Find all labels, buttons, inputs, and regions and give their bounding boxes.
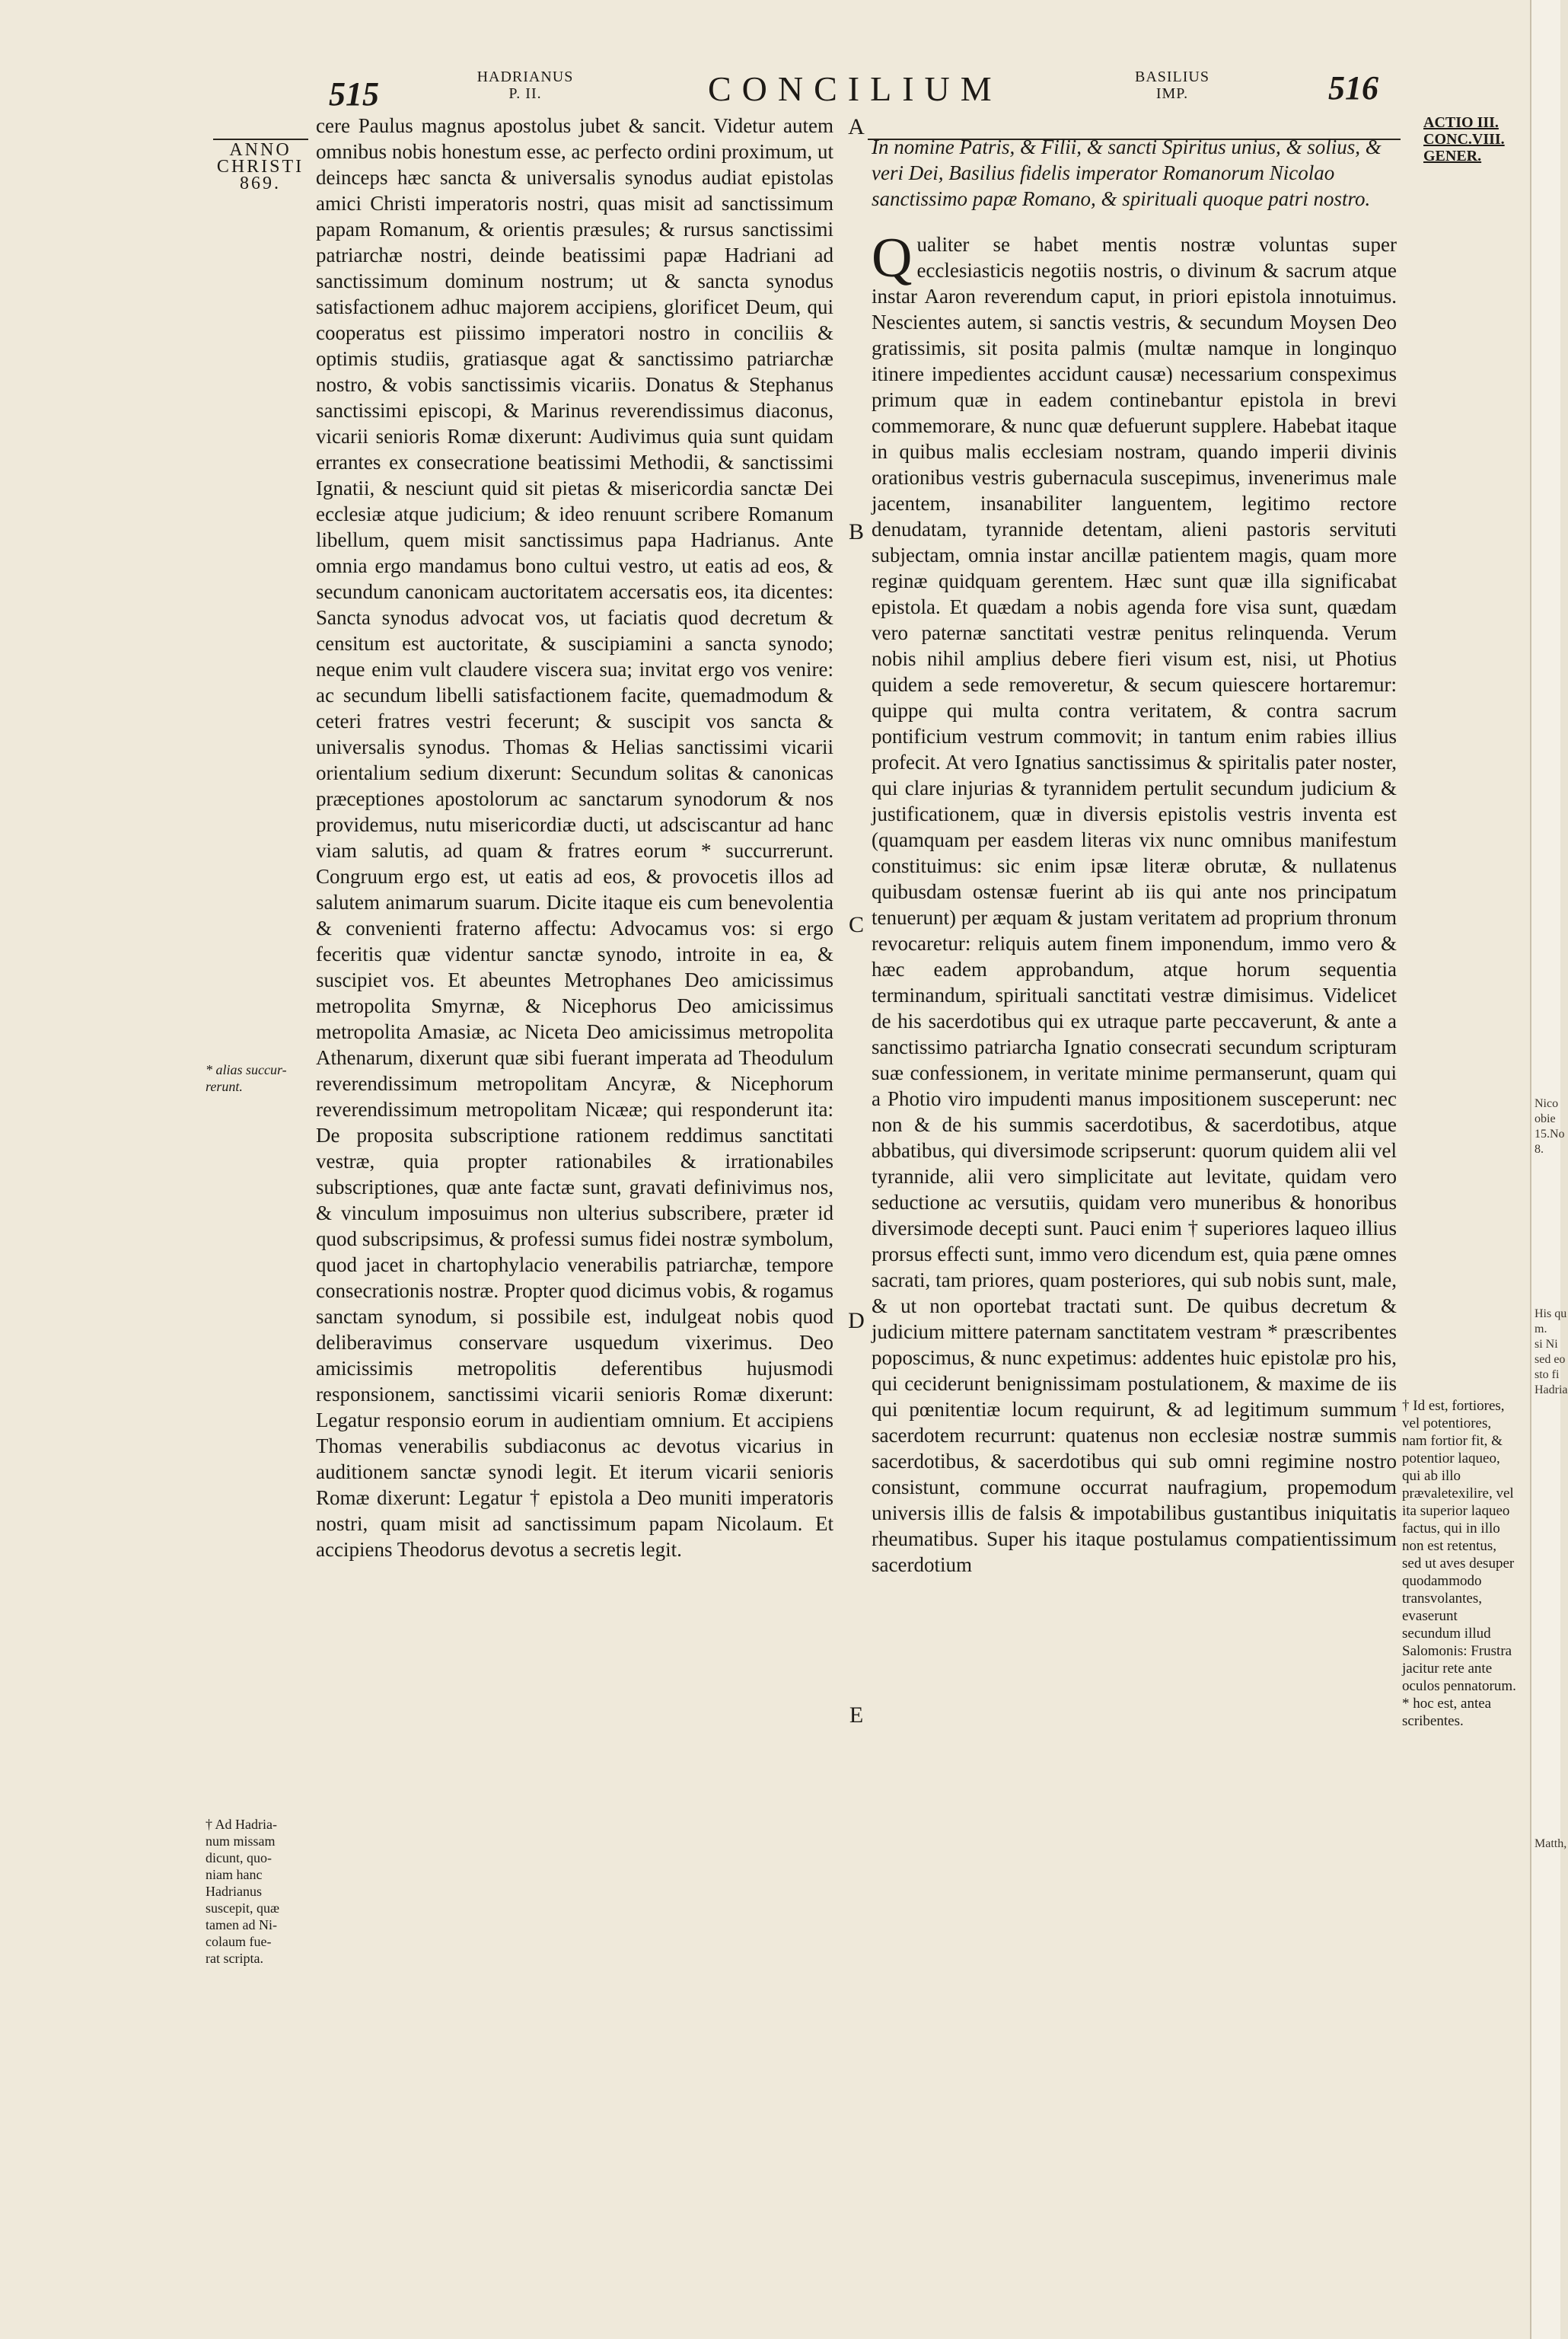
- section-letter-c: C: [848, 912, 864, 937]
- running-head-title: CONCILIUM: [708, 69, 1002, 108]
- drop-cap: Q: [872, 227, 913, 289]
- year-label: ANNO CHRISTI 869.: [216, 140, 304, 193]
- section-letter-e: E: [849, 1702, 864, 1728]
- actio-label: ACTIO III. CONC.VIII. GENER.: [1423, 114, 1505, 164]
- next-page-edge: [1530, 0, 1568, 2339]
- running-head-pope: HADRIANUS P. II.: [476, 69, 574, 102]
- page-number-right: 516: [1328, 69, 1378, 107]
- section-letter-b: B: [848, 519, 864, 544]
- edge-fragment-1: Nico obie 15.No 8.: [1535, 1097, 1565, 1156]
- left-margin: [207, 142, 314, 192]
- margin-note-fortiores: † Id est, fortiores, vel potentiores, nam fortior fit, & potentior laqueo, qui ab illo prævaletexilire, vel ita superior laqueo factus, qui in illo non est retentus, sed ut aves desuper quodammodo transvolantes, evaserunt secundum illud Salomonis: Frustra jacitur rete ante oculos pennatorum. * hoc est, antea scribentes.: [1402, 1398, 1516, 1729]
- edge-fragment-3: Matth,: [1535, 1837, 1567, 1850]
- running-head-emperor: BASILIUS IMP.: [1134, 69, 1209, 102]
- left-column-text: cere Paulus magnus apostolus jubet & sancit. Videtur autem omnibus nobis honestum esse, ac perfecto ordini proximum, ut deinceps hæc sancta & universalis synodus audiat epistolas amici Christi imperatoris nostri, quas misit ad sanctissimum papam Romanum, & orientis præsules; & rursus sanctissimi patriarchæ nostri, deinde beatissimi papæ Hadriani ad sanctissimum dominum nostrum; ut & sancta synodus satisfactionem adhuc majorem accipiens, glorificet Deum, qui cooperatus est piissimo imperatori nostro in conciliis & optimis studiis, gratiasque agat & sanctissimo patriarchæ nostro, & vobis sanctissimis vicariis. Donatus & Stephanus sanctissimi episcopi, & Marinus reverendissimus diaconus, vicarii senioris Romæ dixerunt: Audivimus quia sunt quidam errantes ex consecratione beatissimi Methodii, & sanctissimi Ignatii, & nesciunt quid sit pietas & misericordia sanctæ Dei ecclesiæ atque judicium; & ideo renuunt scribere Romanum libellum, quem misit sanctissimus papa Hadrianus. Ante omnia ergo mandamus bono cultui vestro, ut eatis ad eos, & secundum canonicam auctoritatem accersatis eos, ita dicentes: Sancta synodus advocat vos, ut faciatis quod decretum & censitum est auctoritate, & suscipiamini a sancta synodo; neque enim vult claudere viscera sua; invitat ergo vos venire: ac secundum libelli satisfactionem facite, quemadmodum & ceteri fratres vestri fecerunt; & suscipit vos sancta & universalis synodus. Thomas & Helias sanctissimi vicarii orientalium sedium dixerunt: Secundum solitas & canonicas præceptiones apostolorum ac sanctarum synodorum & nos providemus, nutu misericordiæ ducti, ut adsciscantur ad hanc viam salutis, ad quam & fratres eorum * succurrerunt. Congruum ergo est, ut eatis ad eos, & provocetis illos ad salutem animarum suarum. Dicite itaque eis cum benevolentia & convenienti fraterno affectu: Advocamus vos: si ergo feceritis quæ videntur sanctæ synodo, introite in ea, & suscipiet vos. Et abeuntes Metrophanes Deo amicissimus metropolita Smyrnæ, & Nicephorus Deo amicissimus metropolita Amasiæ, ac Niceta Deo amicissimus metropolita Athenarum, dixerunt quæ sibi fuerant imperata ad Theodulum reverendissimum metropolitam Ancyræ, & Nicephorum reverendissimum metropolitam Nicææ; qui responderunt ita: De proposita subscriptione rationem reddimus sanctitati vestræ, quia propter rationabiles & irrationabiles subscriptiones, quæ ante factæ sunt, gravati definivimus nos, & vinculum imposuimus non ulterius subscribere, præter id quod subscripsimus, & professi sumus fidei nostræ symbolum, quod jacet in chartophylacio venerabilis patriarchæ, tempore consecrationis nostræ. Propter quod dicimus vobis, & rogamus sanctam synodum, si possibile est, indulgeat nobis quod deliberavimus conservare usquedum vixerimus. Deo amicissimis metropolitis deferentibus hujusmodi responsionem, sanctissimi vicarii senioris Romæ dixerunt: Legatur responsio eorum in audientiam omnium. Et accipiens Thomas venerabilis subdiaconus ac devotus vicarius in auditionem sanctæ synodi legit. Et iterum vicarii senioris Romæ dixerunt: Legatur † epistola a Deo muniti imperatoris nostri, quam misit ad sanctissimum papam Nicolaum. Et accipiens Theodorus devotus a secretis legit.: [316, 114, 833, 1561]
- section-letter-a: A: [848, 114, 865, 139]
- edge-fragment-2: His qu m. si Ni sed eo sto fi Hadria: [1535, 1307, 1568, 1396]
- left-text-column: [316, 113, 833, 1562]
- margin-note-succurrerunt: * alias succur- rerunt.: [206, 1062, 287, 1094]
- letter-body: [872, 227, 1397, 1578]
- section-letter-d: D: [848, 1308, 865, 1333]
- right-text-column: [872, 134, 1397, 1578]
- margin-note-hadrian: † Ad Hadria- num missam dicunt, quo- niam hanc Hadrianus suscepit, quæ tamen ad Ni- colaum fue- rat scripta.: [206, 1817, 279, 1966]
- page-number-left: 515: [329, 75, 379, 113]
- letter-salutation: In nomine Patris, & Filii, & sancti Spiritus unius, & solius, & veri Dei, Basilius fidelis imperator Romanorum Nicolao sanctissimo papæ Romano, & spirituali quoque patri nostro.: [872, 136, 1382, 210]
- letter-body-text: ualiter se habet mentis nostræ voluntas super ecclesiasticis negotiis nostris, o divinum & sacrum atque instar Aaron reverendum caput, in priori epistola innotuimus. Nescientes autem, si sanctis vestris, & secundum Moysen Deo gratissimis, sit posita palmis (multæ namque in longinquo itinere impedientes accidunt causæ) necessarium conspeximus primum quæ in eadem continebantur epistola in brevi commemorare, & nunc quæ defuerunt supplere. Habebat itaque in quibus malis ecclesiam nostram, quando imperii divinis orationibus vestris gubernacula suscepimus, invenerimus male jacentem, insanabiliter languentem, legitimo rectore denudatam, tyrannide detentam, alieni pastoris servituti subjectam, omnia instar ancillæ patientem magis, quam more reginæ quidquam gerentem. Hæc sunt quæ illa significabat epistola. Et quædam a nobis agenda fore visa sunt, quædam vero paternæ sanctitati vestræ penitus relinquenda. Verum nobis nihil amplius debere fieri visum est, nisi, ut Photius quidem a sede removeretur, & secum quiescere hortaremur: quippe qui multa contra veritatem, & contra sacrum pontificium vestrum commovit; in tantum enim rabies illius profecit. At vero Ignatius sanctissimus & spiritalis pater noster, qui clare injurias & tyrannidem pertulit secundum judicium & justificationem, quæ in diversis epistolis vestris inventa est (quamquam per easdem literas vix nunc omnibus manifestum constituimus: sic enim ipsæ literæ obrutæ, & nullatenus quibusdam ostensæ fuerint ab iis qui ante nos principatum tenuerunt) per æquam & justam veritatem ad proprium thronum revocaretur: reliquis autem finem imponendum, immo vero & hæc eadem approbandum, atque horum sequentia terminandum, spirituali sanctitati vestræ dimisimus. Videlicet de his sacerdotibus qui ex utraque parte peccaverunt, & ante a sanctissimo patriarcha Ignatio consecrati secundum scripturam suæ confessionem, in veritate minime permanserunt, quam qui a Photio viro impudenti manus impositionem susceperunt: nec non & de his summis sacerdotibus, & sacerdotibus, atque abbatibus, qui diversimode scripserunt: quorum quidem alii vel tyrannide, alii vero simplicitate aut levitate, quidam vero seductione ac versutiis, quidam vero muneribus & honoribus diversimode decepti sunt. Pauci enim † superiores laqueo illius prorsus effecti sunt, immo vero dicendum est, quia pæne omnes sacrati, tam priores, quam posteriores, qui sub nobis sunt, male, & ut non oportebat tractati sunt. De quibus decretum & judicium mittere paternam sanctitatem vestram * præscribentes poposcimus, & nunc expetimus: addentes huic epistolæ pro his, qui ceciderunt benignissimam postulationem, & maxime de iis qui pœnitentiæ locum requirunt, & ad legitimum summum sacerdotem recurrunt: quatenus non ecclesiæ nostræ summis sacerdotibus, & sacerdotibus qui sub omni regimine nostro consistunt, commune occurrat naufragium, propemodum universis illis de falsis & impotabilibus gustantibus iniquitatis rheumatibus. Super his itaque postulamus compatientissimum sacerdotium: [872, 233, 1397, 1576]
